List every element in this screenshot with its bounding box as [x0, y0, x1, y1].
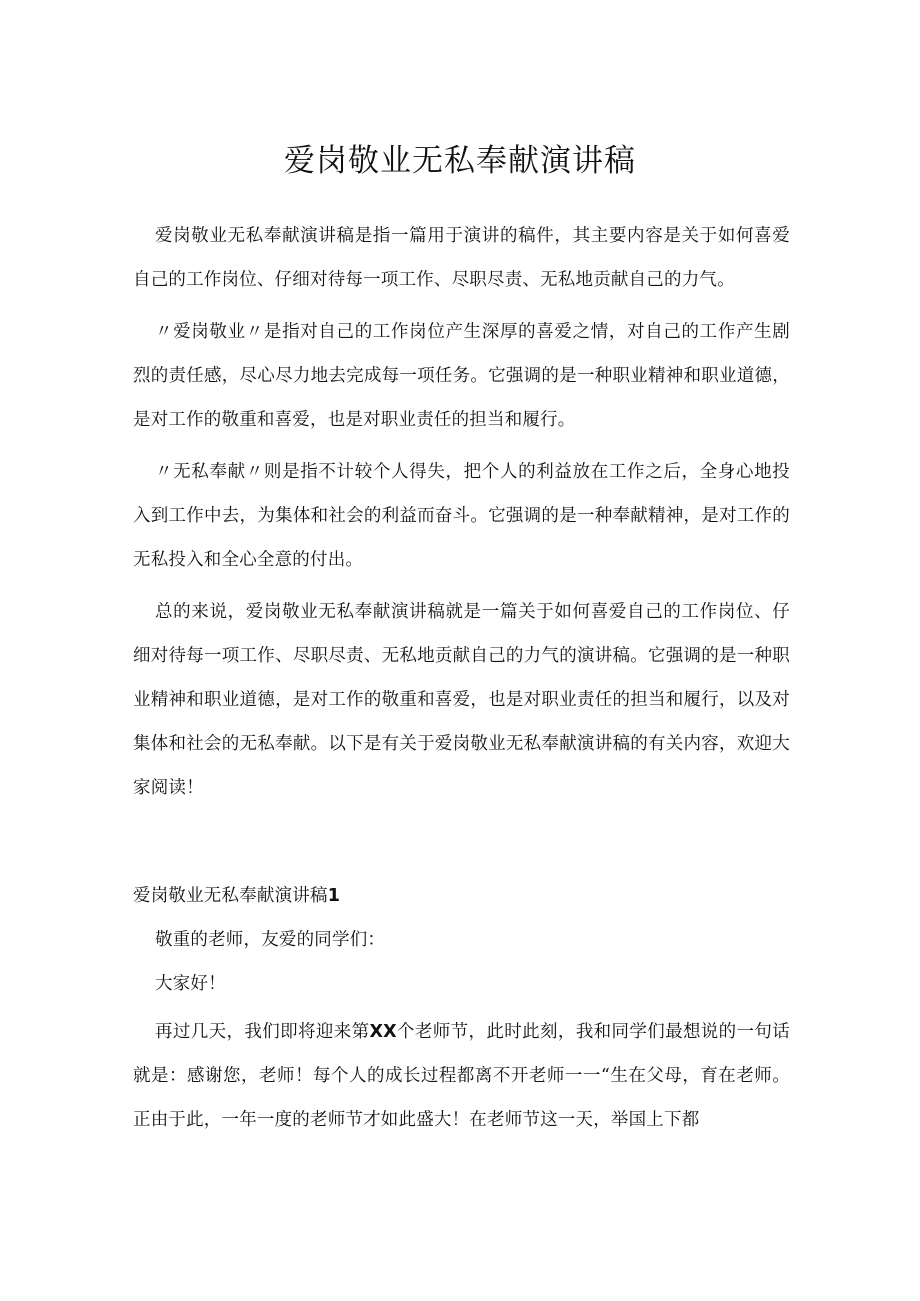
greeting: 大家好！	[155, 974, 226, 994]
summary-paragraph: 总的来说，爱岗敬业无私奉献演讲稿就是一篇关于如何喜爱自己的工作岗位、仔细对待每一项工作、尽职尽责、无私地贡献自己的力气的演讲稿。它强调的是一种职业精神和职业道德，是对工作的敬重和喜爱，也是对职业责任的担当和履行，以及对集体和社会的无私奉献。以下是有关于爱岗敬业无私奉献演讲稿的有关内容，欢迎大家阅读！	[133, 602, 790, 798]
document-title: 爱岗敬业无私奉献演讲稿	[284, 143, 636, 179]
definition-paragraph-selfless: 〃无私奉献〃则是指不计较个人得失，把个人的利益放在工作之后，全身心地投入到工作中去，为集体和社会的利益而奋斗。它强调的是一种奉献精神，是对工作的无私投入和全心全意的付出。	[133, 462, 790, 570]
section-heading-number: 1	[327, 886, 341, 906]
definition-paragraph-dedication: 〃爱岗敬业〃是指对自己的工作岗位产生深厚的喜爱之情，对自己的工作产生剧烈的责任感，尽心尽力地去完成每一项任务。它强调的是一种职业精神和职业道德，是对工作的敬重和喜爱，也是对职业责任的担当和履行。	[133, 322, 790, 430]
speech-body-marker: XX	[369, 1022, 397, 1042]
salutation: 敬重的老师，友爱的同学们：	[155, 930, 386, 950]
speech-body-rest: 个老师节，此时此刻，我和同学们最想说的一句话就是：感谢您，老师！每个人的成长过程都离不开老师一一“生在父母，育在老师。正由于此，一年一度的老师节才如此盛大！在老师节这一天，举国上下都	[133, 1022, 790, 1130]
section-heading-text: 爱岗敬业无私奉献演讲稿	[133, 886, 328, 906]
section-heading	[133, 874, 790, 918]
speech-body-paragraph	[133, 1010, 790, 1142]
speech-body-start: 再过几天，我们即将迎来第	[155, 1022, 370, 1042]
intro-paragraph: 爱岗敬业无私奉献演讲稿是指一篇用于演讲的稿件，其主要内容是关于如何喜爱自己的工作岗位、仔细对待每一项工作、尽职尽责、无私地贡献自己的力气。	[133, 226, 790, 290]
document-body	[133, 214, 790, 1142]
